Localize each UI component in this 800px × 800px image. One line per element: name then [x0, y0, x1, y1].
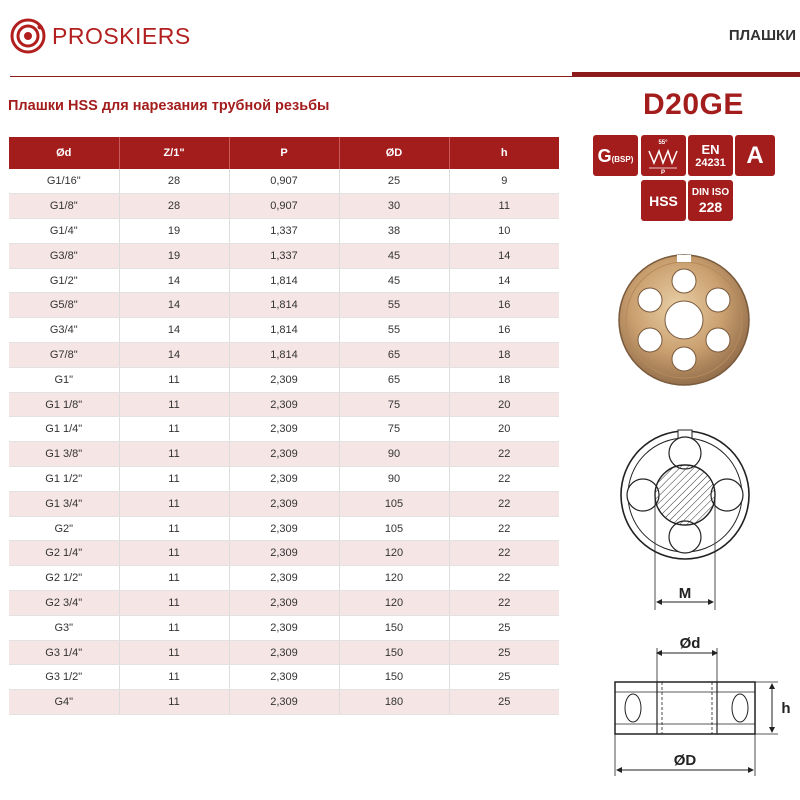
table-cell: 25 — [449, 640, 559, 665]
table-cell: 11 — [119, 417, 229, 442]
table-cell: G1 3/4" — [9, 491, 119, 516]
table-cell: G2" — [9, 516, 119, 541]
section-title: ПЛАШКИ — [728, 27, 796, 44]
table-cell: 2,309 — [229, 516, 339, 541]
table-cell: 20 — [449, 392, 559, 417]
table-cell: 14 — [119, 293, 229, 318]
table-cell: 1,337 — [229, 243, 339, 268]
table-cell: 2,309 — [229, 367, 339, 392]
table-cell: 16 — [449, 293, 559, 318]
table-cell: 65 — [339, 343, 449, 368]
table-cell: 11 — [449, 194, 559, 219]
table-cell: G3/8" — [9, 243, 119, 268]
table-cell: 14 — [119, 268, 229, 293]
product-code: D20GE — [643, 88, 744, 121]
table-cell: 28 — [119, 169, 229, 194]
table-row — [9, 665, 559, 690]
table-row — [9, 293, 559, 318]
table-cell: G3" — [9, 615, 119, 640]
table-cell: 11 — [119, 541, 229, 566]
table-cell: G1 1/4" — [9, 417, 119, 442]
table-cell: 18 — [449, 343, 559, 368]
column-header: P — [229, 137, 339, 169]
table-cell: 11 — [119, 690, 229, 715]
table-cell: 2,309 — [229, 566, 339, 591]
table-cell: 14 — [449, 243, 559, 268]
dimension-D-label: ØD — [673, 752, 697, 769]
en-number: 24231 — [695, 156, 726, 169]
table-cell: 45 — [339, 243, 449, 268]
table-row — [9, 243, 559, 268]
table-cell: 0,907 — [229, 169, 339, 194]
table-row — [9, 343, 559, 368]
column-header: h — [449, 137, 559, 169]
table-cell: 90 — [339, 467, 449, 492]
table-cell: 14 — [119, 318, 229, 343]
column-header: ØD — [339, 137, 449, 169]
table-cell: 22 — [449, 442, 559, 467]
table-cell: 120 — [339, 541, 449, 566]
table-row — [9, 367, 559, 392]
table-cell: 30 — [339, 194, 449, 219]
table-row — [9, 442, 559, 467]
table-cell: 65 — [339, 367, 449, 392]
table-cell: G1" — [9, 367, 119, 392]
table-cell: G3 1/4" — [9, 640, 119, 665]
thread-section — [655, 465, 715, 525]
table-row — [9, 417, 559, 442]
table-cell: 22 — [449, 541, 559, 566]
table-cell: 2,309 — [229, 690, 339, 715]
table-cell: 2,309 — [229, 640, 339, 665]
table-cell: 1,814 — [229, 343, 339, 368]
die-product-photo — [617, 253, 751, 387]
table-cell: G2 1/2" — [9, 566, 119, 591]
table-cell: G1/2" — [9, 268, 119, 293]
table-cell: G1 1/2" — [9, 467, 119, 492]
table-cell: 2,309 — [229, 417, 339, 442]
dimension-m-label: M — [678, 585, 692, 602]
table-row — [9, 467, 559, 492]
table-cell: 11 — [119, 392, 229, 417]
table-cell: G1/8" — [9, 194, 119, 219]
table-cell: 11 — [119, 591, 229, 616]
table-cell: 22 — [449, 516, 559, 541]
table-cell: 55 — [339, 293, 449, 318]
table-cell: 150 — [339, 665, 449, 690]
column-header: Z/1" — [119, 137, 229, 169]
table-cell: 2,309 — [229, 541, 339, 566]
table-cell: 9 — [449, 169, 559, 194]
table-row — [9, 318, 559, 343]
thread-profile-icon — [641, 135, 686, 176]
thread-profile-badge — [641, 135, 686, 176]
table-cell: 90 — [339, 442, 449, 467]
table-cell: 150 — [339, 615, 449, 640]
table-cell: G1/4" — [9, 219, 119, 244]
thread-angle-label: 55° — [658, 140, 668, 146]
table-row — [9, 194, 559, 219]
table-cell: G4" — [9, 690, 119, 715]
table-cell: 105 — [339, 491, 449, 516]
table-cell: G3/4" — [9, 318, 119, 343]
table-row — [9, 541, 559, 566]
table-cell: G1/16" — [9, 169, 119, 194]
table-cell: 25 — [449, 690, 559, 715]
table-cell: 38 — [339, 219, 449, 244]
column-header: Ød — [9, 137, 119, 169]
table-cell: 11 — [119, 442, 229, 467]
table-cell: 45 — [339, 268, 449, 293]
thread-standard-sub: (BSP) — [611, 154, 634, 164]
material-badge: HSS — [641, 180, 686, 221]
brand-logo-icon — [10, 18, 46, 54]
table-cell: 22 — [449, 566, 559, 591]
table-cell: 10 — [449, 219, 559, 244]
table-cell: G3 1/2" — [9, 665, 119, 690]
table-cell: 11 — [119, 566, 229, 591]
table-row — [9, 640, 559, 665]
page-header — [0, 0, 800, 80]
table-row — [9, 566, 559, 591]
brand-logo[interactable] — [10, 18, 191, 54]
table-cell: G1 1/8" — [9, 392, 119, 417]
table-row — [9, 219, 559, 244]
en-label: EN — [701, 141, 720, 157]
table-cell: 11 — [119, 367, 229, 392]
table-cell: 14 — [449, 268, 559, 293]
din-label: DIN ISO — [691, 186, 730, 198]
table-row — [9, 591, 559, 616]
table-cell: 2,309 — [229, 392, 339, 417]
table-cell: 150 — [339, 640, 449, 665]
table-cell: 55 — [339, 318, 449, 343]
table-cell: 1,337 — [229, 219, 339, 244]
table-cell: 2,309 — [229, 467, 339, 492]
table-cell: 0,907 — [229, 194, 339, 219]
header-accent-bar — [572, 72, 800, 77]
table-header-row — [9, 137, 559, 169]
tolerance-class-badge: A — [735, 135, 775, 176]
table-cell: 25 — [449, 615, 559, 640]
thread-standard-label: G — [597, 145, 612, 166]
table-cell: 22 — [449, 467, 559, 492]
table-cell: 19 — [119, 243, 229, 268]
table-cell: 14 — [119, 343, 229, 368]
table-cell: G2 1/4" — [9, 541, 119, 566]
table-cell: 16 — [449, 318, 559, 343]
table-cell: 120 — [339, 591, 449, 616]
table-body — [9, 169, 559, 715]
table-cell: G1 3/8" — [9, 442, 119, 467]
table-cell: 75 — [339, 392, 449, 417]
table-row — [9, 169, 559, 194]
table-cell: G2 3/4" — [9, 591, 119, 616]
table-row — [9, 516, 559, 541]
table-cell: 11 — [119, 467, 229, 492]
table-cell: 11 — [119, 516, 229, 541]
table-cell: G5/8" — [9, 293, 119, 318]
table-cell: 25 — [449, 665, 559, 690]
table-cell: 2,309 — [229, 591, 339, 616]
table-cell: 19 — [119, 219, 229, 244]
table-cell: 120 — [339, 566, 449, 591]
din-number: 228 — [698, 198, 723, 215]
table-cell: 180 — [339, 690, 449, 715]
table-cell: 75 — [339, 417, 449, 442]
table-cell: 25 — [339, 169, 449, 194]
thread-standard-badge — [593, 135, 638, 176]
table-cell: 11 — [119, 615, 229, 640]
table-cell: 1,814 — [229, 293, 339, 318]
table-cell: 2,309 — [229, 665, 339, 690]
table-cell: 1,814 — [229, 318, 339, 343]
dimension-h-label: h — [781, 700, 791, 717]
en-standard-badge — [688, 135, 733, 176]
table-row — [9, 615, 559, 640]
technical-drawing — [600, 420, 800, 800]
table-row — [9, 491, 559, 516]
table-row — [9, 392, 559, 417]
din-standard-badge — [688, 180, 733, 221]
table-cell: 11 — [119, 640, 229, 665]
dimension-d-label: Ød — [679, 635, 701, 652]
table-cell: 11 — [119, 491, 229, 516]
table-cell: 18 — [449, 367, 559, 392]
table-cell: 2,309 — [229, 442, 339, 467]
spec-table — [9, 137, 559, 715]
table-cell: 1,814 — [229, 268, 339, 293]
table-row — [9, 268, 559, 293]
table-cell: 22 — [449, 491, 559, 516]
table-cell: 28 — [119, 194, 229, 219]
table-cell: 105 — [339, 516, 449, 541]
table-title: Плашки HSS для нарезания трубной резьбы — [8, 98, 330, 114]
table-cell: 22 — [449, 591, 559, 616]
table-cell: 2,309 — [229, 491, 339, 516]
table-cell: G7/8" — [9, 343, 119, 368]
table-cell: 2,309 — [229, 615, 339, 640]
table-cell: 11 — [119, 665, 229, 690]
brand-name: PROSKIERS — [52, 22, 191, 49]
table-cell: 20 — [449, 417, 559, 442]
thread-pitch-label: P — [660, 170, 666, 176]
table-row — [9, 690, 559, 715]
